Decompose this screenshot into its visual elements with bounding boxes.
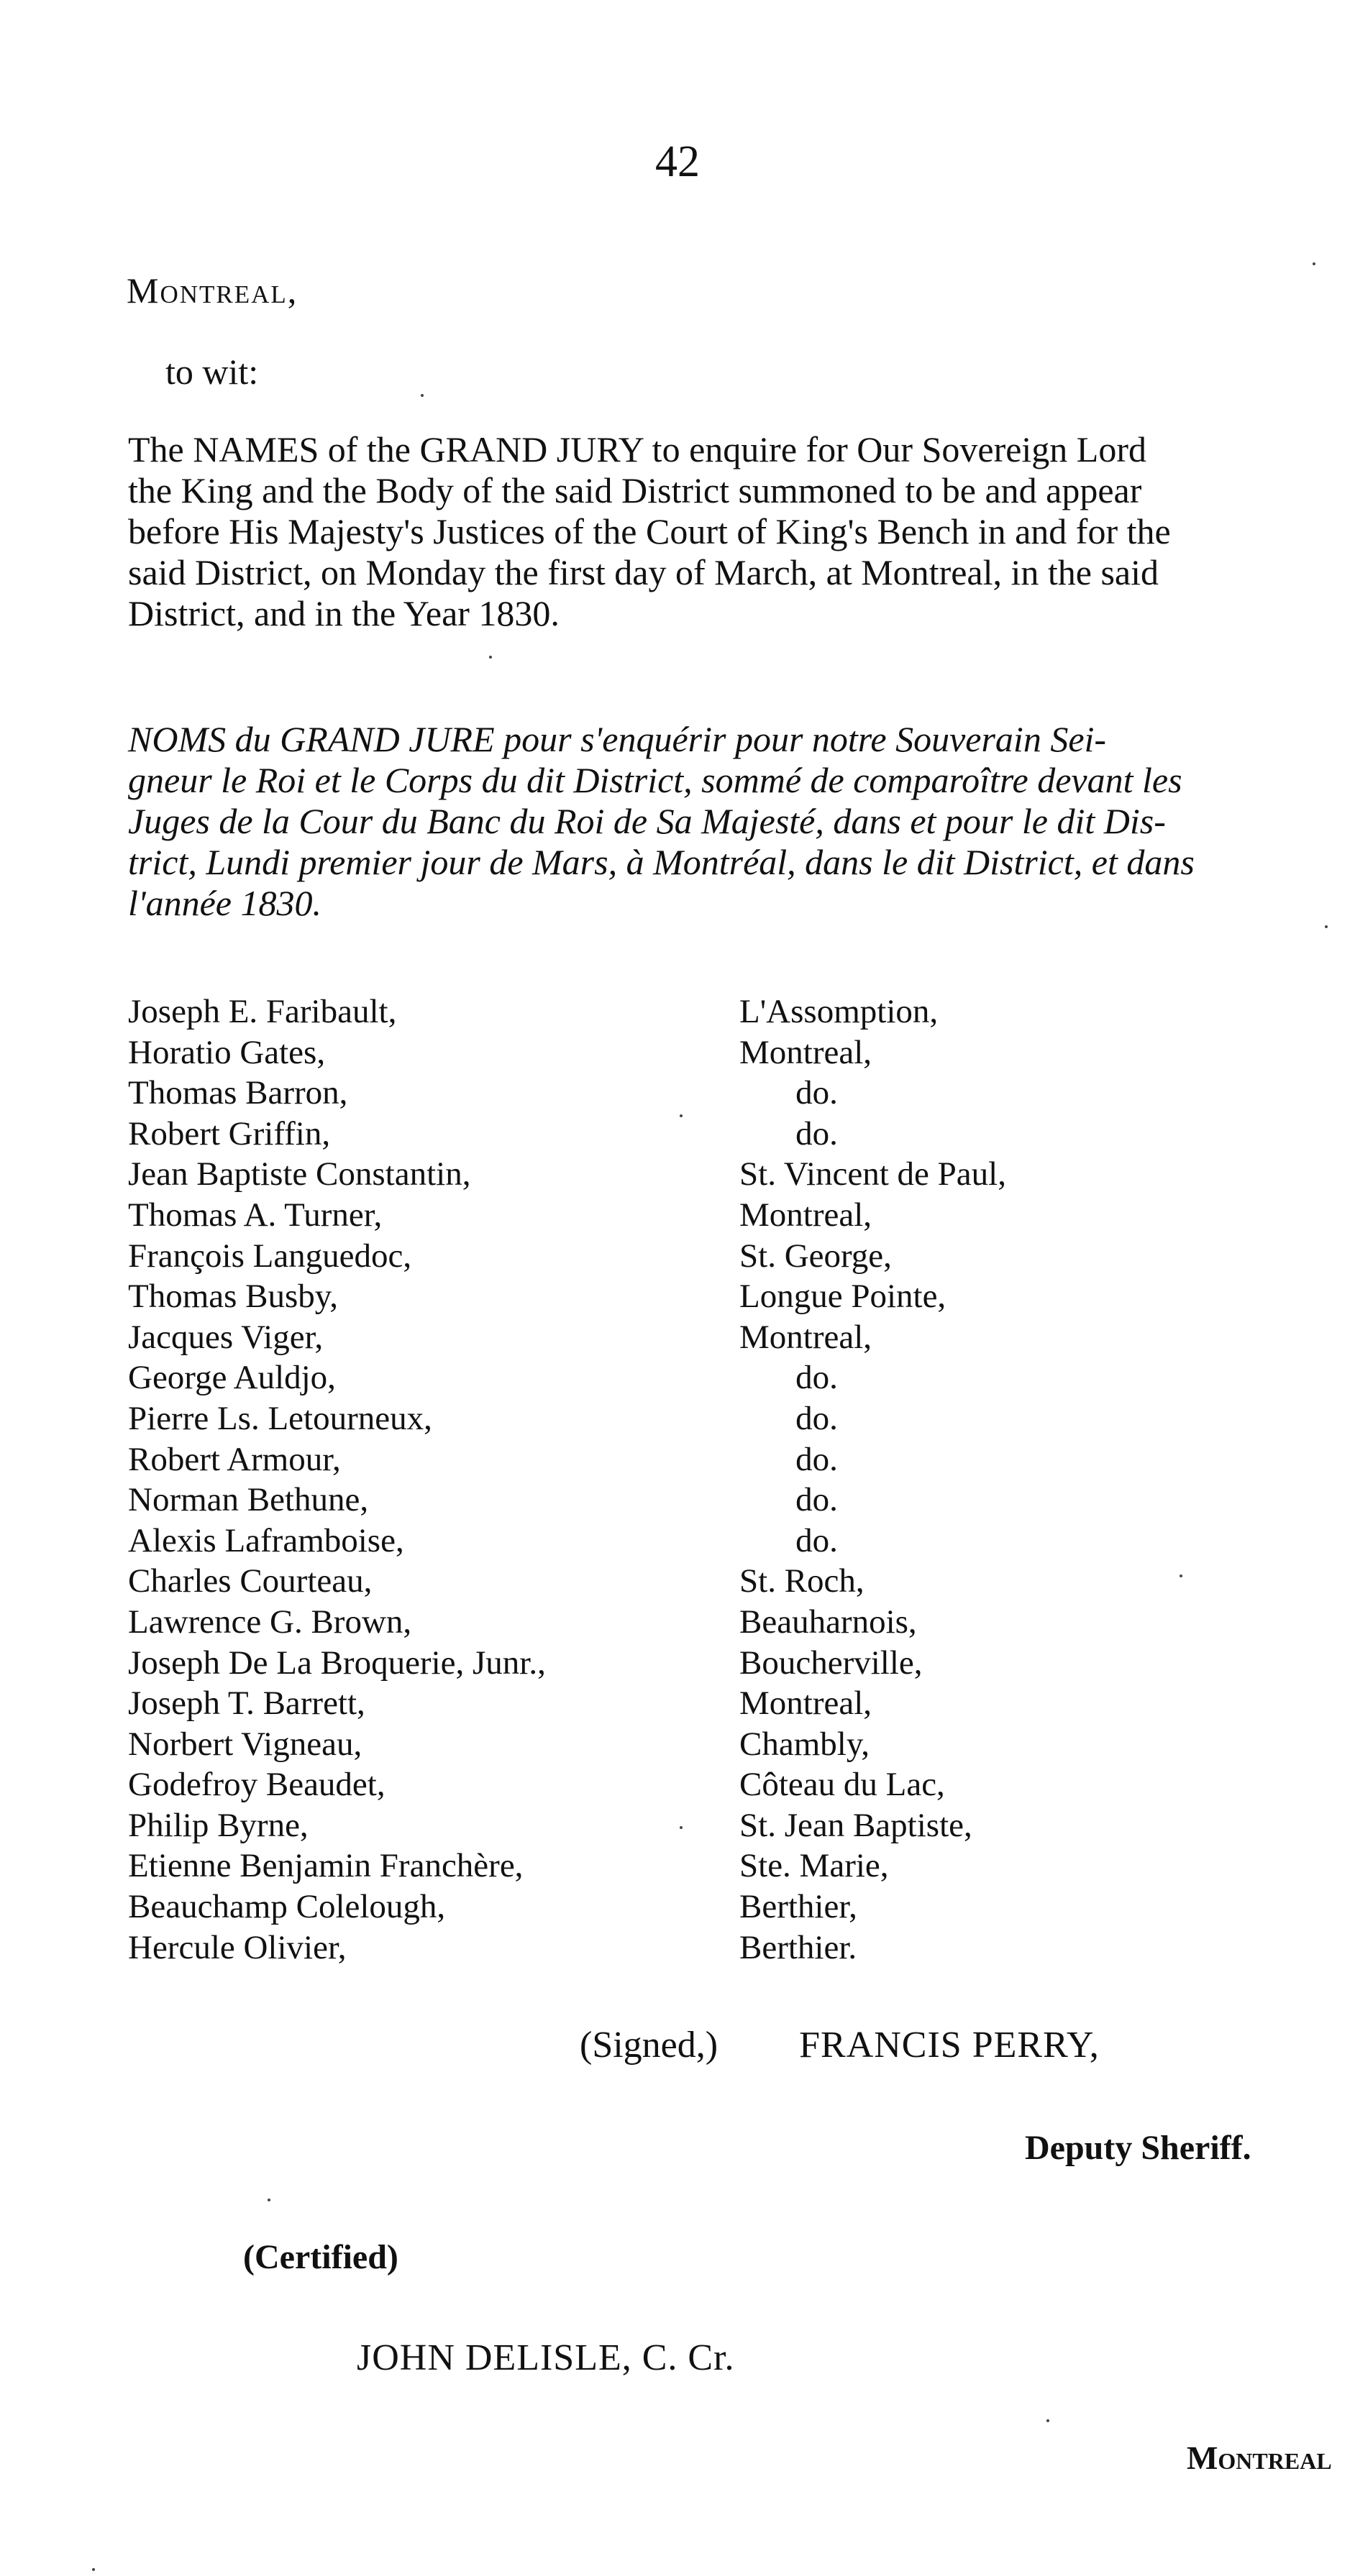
juror-place: do. xyxy=(795,1074,838,1112)
french-line: trict, Lundi premier jour de Mars, à Montréal, dans le dit District, et dans xyxy=(128,842,1195,882)
scan-speck xyxy=(1325,925,1328,928)
signed-label: (Signed,) xyxy=(580,2025,718,2066)
juror-row xyxy=(128,1440,1351,1481)
juror-row xyxy=(128,1644,1351,1685)
juror-name: Charles Courteau, xyxy=(128,1562,373,1600)
juror-place: Berthier, xyxy=(739,1888,857,1926)
juror-row xyxy=(128,1237,1351,1278)
french-line: Juges de la Cour du Banc du Roi de Sa Majesté, dans et pour le dit Dis- xyxy=(128,801,1166,841)
juror-row xyxy=(128,1318,1351,1359)
juror-name: Alexis Laframboise, xyxy=(128,1521,404,1559)
juror-place: Montreal, xyxy=(739,1033,872,1071)
juror-place: St. Jean Baptiste, xyxy=(739,1806,972,1844)
scan-speck xyxy=(421,394,424,397)
english-line: The NAMES of the GRAND JURY to enquire for Our Sovereign Lord xyxy=(128,429,1146,469)
juror-place: St. Vincent de Paul, xyxy=(739,1155,1006,1193)
juror-row xyxy=(128,1887,1351,1928)
juror-name: Horatio Gates, xyxy=(128,1033,326,1071)
french-line: l'année 1830. xyxy=(128,883,321,923)
juror-row xyxy=(128,1358,1351,1399)
juror-place: Longue Pointe, xyxy=(739,1278,946,1316)
juror-name: Robert Griffin, xyxy=(128,1114,331,1152)
juror-name: François Languedoc, xyxy=(128,1237,412,1275)
juror-row xyxy=(128,1521,1351,1562)
juror-row xyxy=(128,1806,1351,1847)
juror-name: Beauchamp Colelough, xyxy=(128,1888,446,1926)
juror-place: Montreal, xyxy=(739,1318,872,1356)
english-line: before His Majesty's Justices of the Court of King's Bench in and for the xyxy=(128,511,1171,551)
english-line: the King and the Body of the said District summoned to be and appear xyxy=(128,470,1142,510)
juror-place: do. xyxy=(795,1399,838,1437)
juror-name: Thomas A. Turner, xyxy=(128,1196,383,1234)
scan-speck xyxy=(489,656,492,659)
juror-name: Godefroy Beaudet, xyxy=(128,1766,385,1804)
juror-name: Joseph T. Barrett, xyxy=(128,1685,365,1723)
to-wit-label: to wit: xyxy=(165,352,259,392)
juror-row xyxy=(128,1562,1351,1603)
scan-speck xyxy=(92,2568,95,2571)
juror-name: Philip Byrne, xyxy=(128,1806,309,1844)
english-summons-paragraph xyxy=(128,429,1355,634)
juror-row xyxy=(128,1928,1351,1969)
juror-name: Jacques Viger, xyxy=(128,1318,324,1356)
juror-row xyxy=(128,1765,1351,1806)
juror-row xyxy=(128,992,1351,1033)
scan-speck xyxy=(268,2199,270,2201)
juror-name: Lawrence G. Brown, xyxy=(128,1603,412,1641)
page-number: 42 xyxy=(655,137,700,186)
juror-row xyxy=(128,1114,1351,1155)
french-line: gneur le Roi et le Corps du dit District, sommé de comparoître devant les xyxy=(128,760,1182,800)
juror-place: St. George, xyxy=(739,1237,892,1275)
certified-label: (Certified) xyxy=(243,2238,398,2276)
juror-name: Jean Baptiste Constantin, xyxy=(128,1155,471,1193)
juror-list xyxy=(128,992,1351,1968)
juror-place: do. xyxy=(795,1481,838,1519)
juror-name: Pierre Ls. Letourneux, xyxy=(128,1399,432,1437)
signer-name: FRANCIS PERRY, xyxy=(799,2025,1100,2066)
scan-speck xyxy=(1046,2419,1049,2422)
juror-place: do. xyxy=(795,1359,838,1397)
juror-row xyxy=(128,1480,1351,1521)
juror-row xyxy=(128,1033,1351,1074)
juror-name: Norbert Vigneau, xyxy=(128,1725,362,1763)
scan-speck xyxy=(680,1114,683,1117)
juror-name: Thomas Barron, xyxy=(128,1074,348,1112)
english-line: District, and in the Year 1830. xyxy=(128,593,560,633)
juror-name: Norman Bethune, xyxy=(128,1481,369,1519)
juror-row xyxy=(128,1399,1351,1440)
juror-row xyxy=(128,1846,1351,1887)
scan-speck xyxy=(1313,262,1315,265)
juror-place: do. xyxy=(795,1521,838,1559)
juror-place: Beauharnois, xyxy=(739,1603,917,1641)
juror-row xyxy=(128,1603,1351,1644)
scan-speck xyxy=(680,1826,683,1829)
juror-place: Côteau du Lac, xyxy=(739,1766,945,1804)
juror-name: Hercule Olivier, xyxy=(128,1928,347,1966)
juror-place: Boucherville, xyxy=(739,1644,923,1682)
juror-row xyxy=(128,1073,1351,1114)
signer-title: Deputy Sheriff. xyxy=(1025,2129,1251,2167)
scan-speck xyxy=(1180,1575,1182,1577)
juror-name: Robert Armour, xyxy=(128,1440,341,1478)
juror-place: do. xyxy=(795,1440,838,1478)
juror-place: Montreal, xyxy=(739,1685,872,1723)
french-summons-paragraph xyxy=(128,719,1355,924)
juror-place: Berthier. xyxy=(739,1928,857,1966)
juror-place: Ste. Marie, xyxy=(739,1847,889,1885)
juror-name: Thomas Busby, xyxy=(128,1278,339,1316)
juror-row xyxy=(128,1155,1351,1196)
juror-name: Joseph E. Faribault, xyxy=(128,993,397,1030)
juror-place: do. xyxy=(795,1114,838,1152)
english-line: said District, on Monday the first day of March, at Montreal, in the said xyxy=(128,552,1159,592)
juror-row xyxy=(128,1684,1351,1725)
juror-name: George Auldjo, xyxy=(128,1359,336,1397)
french-line: NOMS du GRAND JURE pour s'enquérir pour notre Souverain Sei- xyxy=(128,719,1107,759)
place-heading: Montreal, xyxy=(127,270,298,311)
signature-line xyxy=(580,2024,1100,2066)
juror-name: Joseph De La Broquerie, Junr., xyxy=(128,1644,546,1682)
juror-row xyxy=(128,1277,1351,1318)
catchword: Montreal xyxy=(1187,2439,1332,2476)
juror-name: Etienne Benjamin Franchère, xyxy=(128,1847,524,1885)
certifier-name: JOHN DELISLE, C. Cr. xyxy=(357,2337,735,2378)
juror-place: Chambly, xyxy=(739,1725,870,1763)
juror-row xyxy=(128,1725,1351,1766)
juror-place: Montreal, xyxy=(739,1196,872,1234)
juror-row xyxy=(128,1196,1351,1237)
juror-place: L'Assomption, xyxy=(739,993,939,1030)
juror-place: St. Roch, xyxy=(739,1562,864,1600)
